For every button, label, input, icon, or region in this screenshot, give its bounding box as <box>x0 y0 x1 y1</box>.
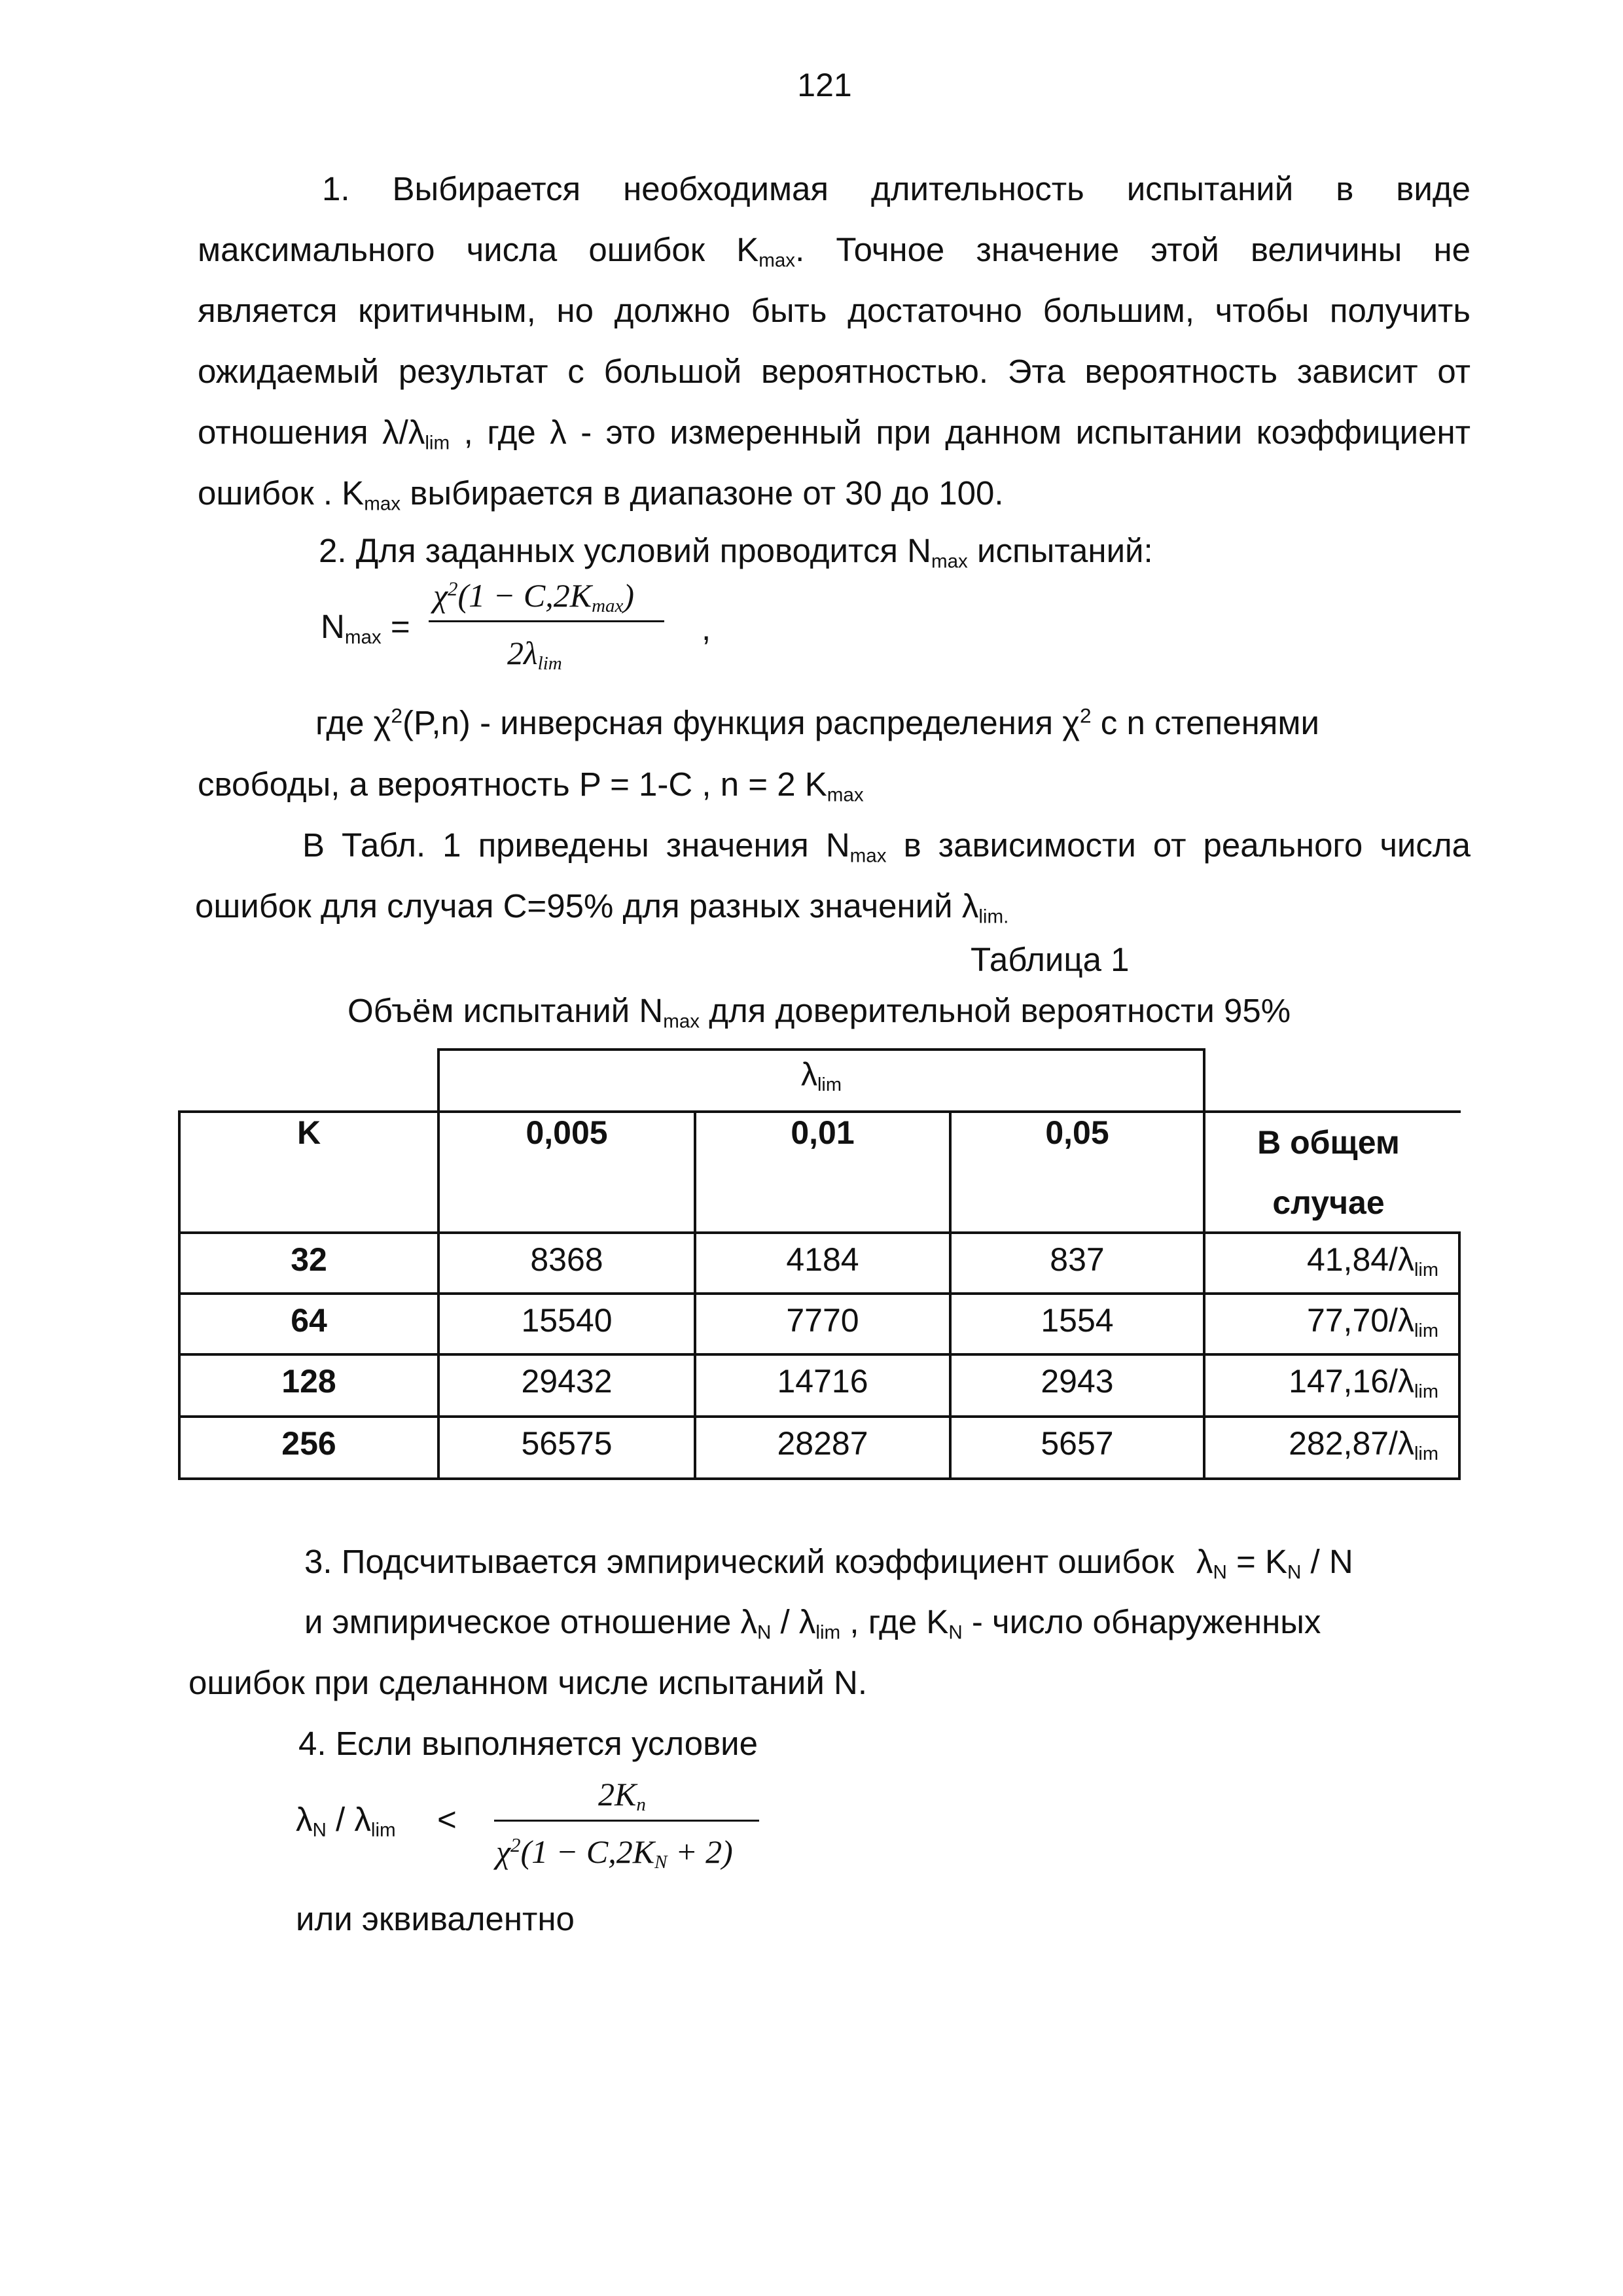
formula-nmax-lhs: $N_{max}$ = <box>321 608 410 648</box>
formula-condition-fraction-bar <box>494 1820 759 1822</box>
formula-condition-denominator: $\chi^2(1 - C,2K_N + 2)$ <box>496 1833 733 1873</box>
table-header-general: В общем случае <box>1257 1124 1400 1221</box>
formula-nmax-numerator: $\chi^2(1 - C,2K_{max})$ <box>433 576 635 617</box>
table-header-col-3: 0,05 <box>1045 1114 1109 1151</box>
formula-nmax-fraction-bar <box>429 620 664 622</box>
p1-line-4: ожидаемый результат с большой вероятностью. Эта вероятность зависит от <box>198 353 1471 390</box>
paragraph-5-line-2: и эмпирическое отношение $\lambda_N / \lambda_{lim}$ , где $K_N$ - число обнаруженных <box>304 1603 1321 1644</box>
p1-line-5: отношения $\lambda/\lambda_{lim}$ , где λ - это измеренный при данном испытании коэффициент <box>198 414 1471 454</box>
paragraph-4-line-1: В Табл. 1 приведены значения $N_{max}$ в зависимости от реального числа <box>302 826 1471 867</box>
table-cell-value: 5657 <box>1041 1425 1114 1462</box>
table-cell-value: 8368 <box>530 1241 603 1278</box>
table-cell-general: $41,84/\lambda_{lim}$ <box>1306 1241 1438 1281</box>
formula-nmax-denominator: $2\lambda_{lim}$ <box>507 635 562 675</box>
table-cell-value: 56575 <box>521 1425 613 1462</box>
table-cell-value: 29432 <box>521 1363 613 1400</box>
table-cell-general: $77,70/\lambda_{lim}$ <box>1306 1302 1438 1342</box>
paragraph-5-formula: $\lambda_N = K_N / N$ <box>1196 1543 1353 1583</box>
table-cell-value: 837 <box>1050 1241 1105 1278</box>
table-rule <box>178 1477 1461 1480</box>
paragraph-6: 4. Если выполняется условие <box>298 1725 758 1762</box>
p1-last-line: ошибок . $K_{max}$ выбирается в диапазоне от 30 до 100. <box>198 474 1004 515</box>
table-cell-k: 64 <box>291 1302 327 1339</box>
p1-line-3: является критичным, но должно быть достаточно большим, чтобы получить <box>198 292 1471 329</box>
table-rule <box>437 1048 1204 1051</box>
p1-line-2: максимального числа ошибок $K_{max}$. Точное значение этой величины не <box>198 231 1471 272</box>
table-cell-k: 32 <box>291 1241 327 1278</box>
table-cell-value: 28287 <box>777 1425 868 1462</box>
formula-nmax-comma: , <box>702 610 711 647</box>
table-cell-k: 256 <box>281 1425 336 1462</box>
table-cell-value: 1554 <box>1041 1302 1114 1339</box>
table-header-col-2: 0,01 <box>791 1114 855 1151</box>
page-number: 121 <box>797 67 852 103</box>
table-label: Таблица 1 <box>971 941 1130 978</box>
table-caption: Объём испытаний $N_{max}$ для доверительной вероятности 95% <box>348 992 1291 1033</box>
paragraph-3-line-2: свободы, а вероятность P = 1-C , n = 2 $K_{max}$ <box>198 766 864 806</box>
table-group-header: $\lambda_{lim}$ <box>800 1056 842 1096</box>
table-cell-value: 4184 <box>786 1241 859 1278</box>
table-cell-value: 2943 <box>1041 1363 1114 1400</box>
table-cell-general: $147,16/\lambda_{lim}$ <box>1289 1363 1438 1403</box>
table-rule <box>1458 1231 1461 1480</box>
formula-condition-op: < <box>437 1801 457 1838</box>
table-header-col-1: 0,005 <box>526 1114 608 1151</box>
table-rule <box>178 1415 1461 1418</box>
p1-line-1: 1. Выбирается необходимая длительность испытаний в виде <box>322 170 1471 207</box>
table-rule <box>178 1353 1461 1356</box>
formula-condition-numerator: $2K_n$ <box>598 1776 646 1816</box>
table-cell-value: 14716 <box>777 1363 868 1400</box>
paragraph-7: или эквивалентно <box>296 1900 575 1937</box>
table-rule <box>178 1292 1461 1295</box>
table-cell-general: $282,87/\lambda_{lim}$ <box>1289 1425 1438 1465</box>
paragraph-2: 2. Для заданных условий проводится $N_{max}$ испытаний: <box>319 532 1153 573</box>
formula-condition-lhs: $\lambda_N / \lambda_{lim}$ <box>296 1801 396 1841</box>
table-cell-k: 128 <box>281 1363 336 1400</box>
paragraph-3-line-1: где $\chi^2(P,n)$ - инверсная функция распределения $\chi^2$ с n степенями <box>315 703 1319 741</box>
table-header-k: K <box>296 1114 321 1151</box>
paragraph-5-line-1: 3. Подсчитывается эмпирический коэффициент ошибок <box>304 1543 1175 1580</box>
table-cell-value: 7770 <box>786 1302 859 1339</box>
paragraph-4-line-2: ошибок для случая C=95% для разных значений $\lambda_{lim.}$ <box>195 887 1009 928</box>
paragraph-5-line-3: ошибок при сделанном числе испытаний N. <box>188 1664 868 1701</box>
table-cell-value: 15540 <box>521 1302 613 1339</box>
